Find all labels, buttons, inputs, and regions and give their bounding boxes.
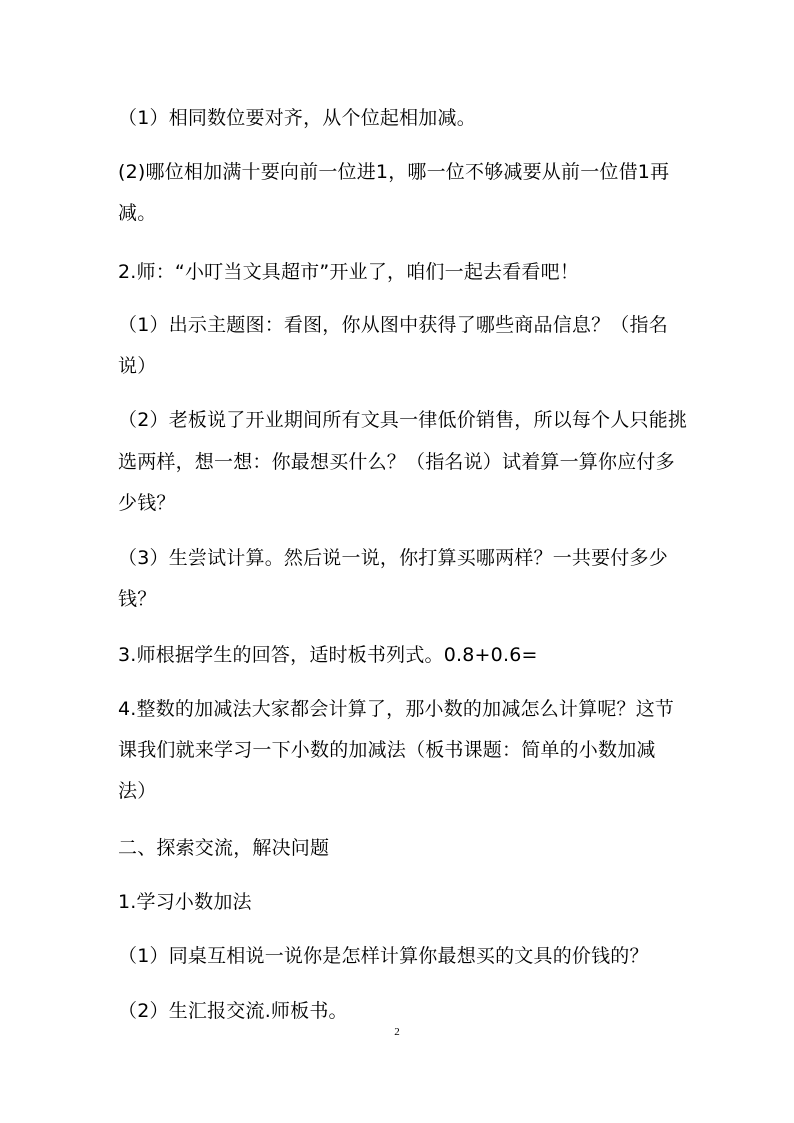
page-number: 2 [394,1026,400,1038]
text-line: (2)哪位相加满十要向前一位进1，哪一位不够减要从前一位借1再 [118,161,670,183]
text-line: 钱？ [118,588,157,610]
text-line: （2）生汇报交流.师板书。 [118,1000,348,1022]
text-line: （3）生尝试计算。然后说一说，你打算买哪两样？一共要付多少 [118,547,668,569]
text-line: 减。 [118,202,157,224]
section-heading: 二、探索交流，解决问题 [118,837,330,859]
text-line: 法） [118,780,157,802]
text-line: 说） [118,355,157,377]
text-line: 3.师根据学生的回答，适时板书列式。0.8+0.6= [118,644,538,666]
text-line: （1）出示主题图：看图，你从图中获得了哪些商品信息？（指名 [118,314,668,336]
text-line: （1）同桌互相说一说你是怎样计算你最想买的文具的价钱的？ [118,945,649,967]
text-line: 课我们就来学习一下小数的加减法（板书课题：简单的小数加减 [118,739,656,761]
text-line: 2.师：“小叮当文具超市”开业了，咱们一起去看看吧！ [118,261,580,283]
text-line: 少钱？ [118,492,176,514]
text-line: （2）老板说了开业期间所有文具一律低价销售，所以每个人只能挑 [118,409,688,431]
text-line: 4.整数的加减法大家都会计算了，那小数的加减怎么计算呢？这节 [118,698,675,720]
text-line: （1）相同数位要对齐，从个位起相加减。 [118,107,476,129]
text-line: 选两样，想一想：你最想买什么？（指名说）试着算一算你应付多 [118,451,675,473]
text-line: 1.学习小数加法 [118,891,252,913]
